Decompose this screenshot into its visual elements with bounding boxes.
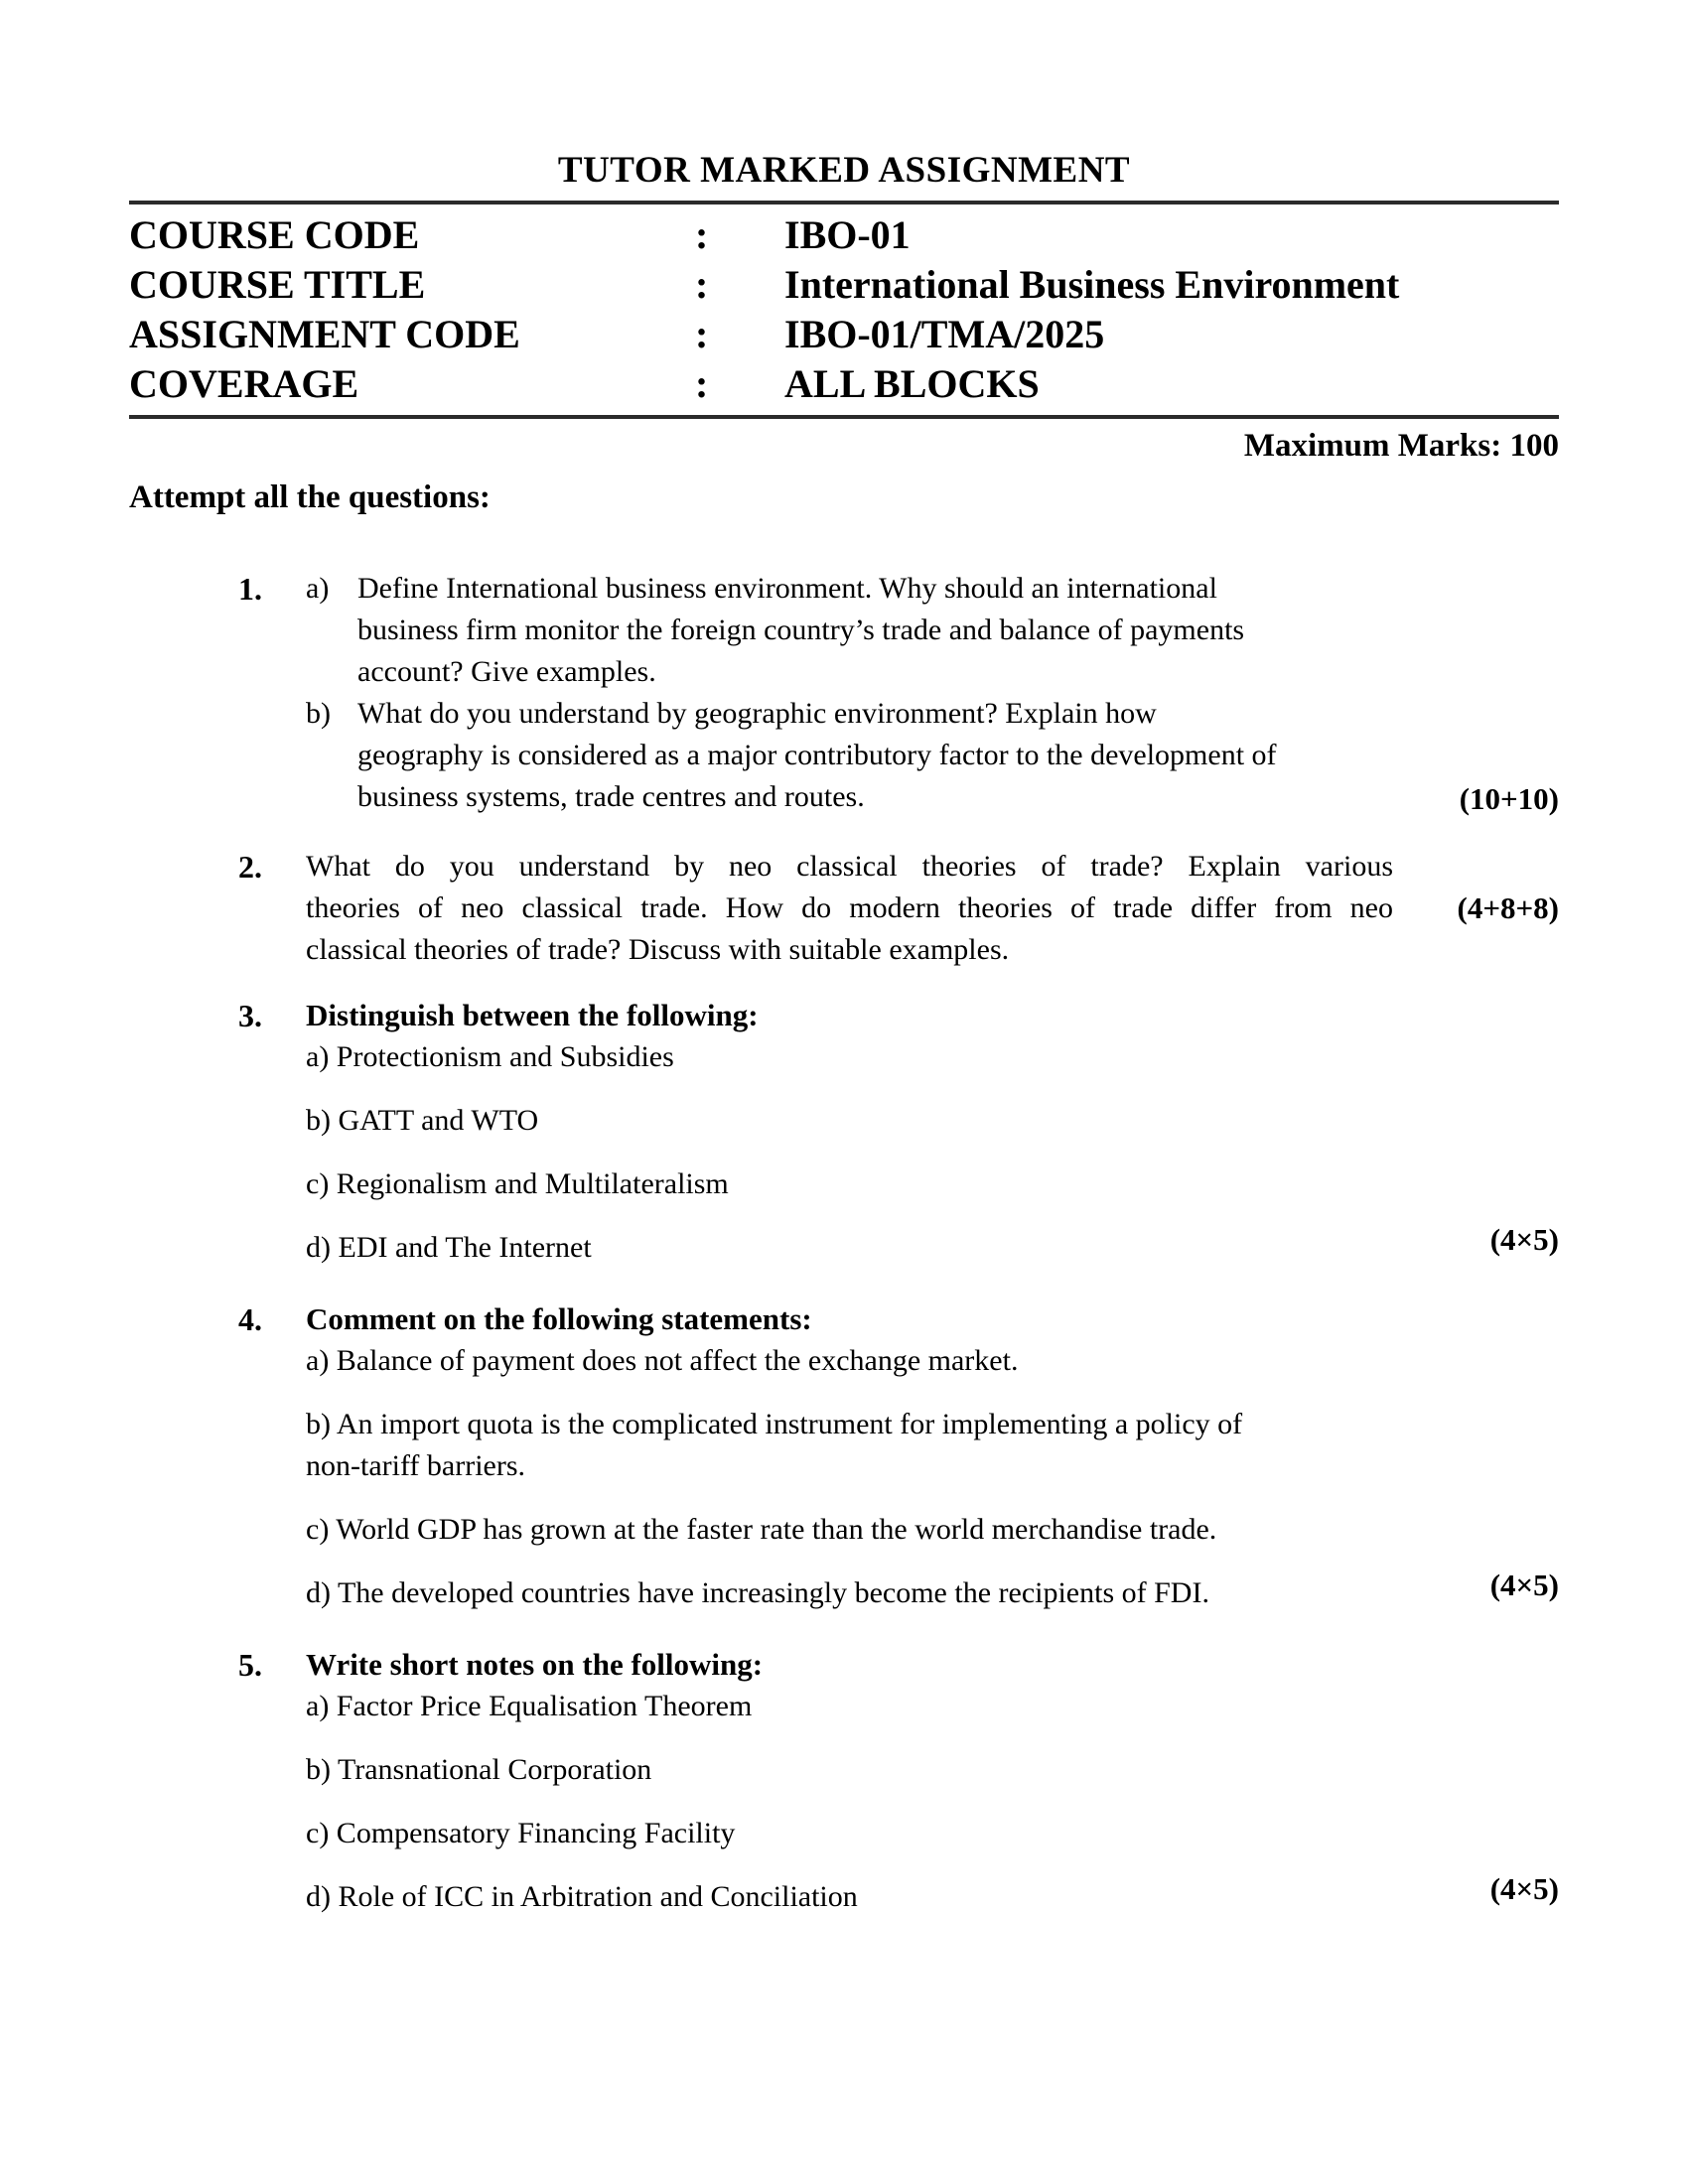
question-1 [129, 568, 1559, 818]
info-row-course-code [129, 210, 1559, 260]
info-row-assignment-code [129, 310, 1559, 359]
question-body [306, 846, 1393, 971]
info-row-course-title [129, 260, 1559, 310]
text-line: theories of neo classical trade. How do modern theories of trade differ from neo [306, 891, 1393, 924]
info-colon: : [695, 262, 709, 307]
info-value: International Business Environment [784, 262, 1400, 307]
info-label: COURSE CODE [129, 212, 420, 257]
question-item: d) Role of ICC in Arbitration and Conciliation [306, 1880, 858, 1913]
part-text [357, 568, 1559, 693]
question-part-a [306, 568, 1559, 693]
question-number: 4. [238, 1301, 262, 1337]
info-label: ASSIGNMENT CODE [129, 312, 520, 356]
info-label: COVERAGE [129, 361, 359, 406]
question-4 [129, 1298, 1559, 1614]
question-number: 3. [238, 998, 262, 1033]
text-line: b) An import quota is the complicated instrument for implementing a policy of [306, 1408, 1243, 1440]
marks-badge: (4+8+8) [1457, 890, 1559, 925]
question-item: c) Regionalism and Multilateralism [306, 1167, 729, 1200]
text-line: business systems, trade centres and routes. [357, 780, 865, 813]
question-item: d) The developed countries have increasingly become the recipients of FDI. [306, 1576, 1209, 1609]
question-item: b) Transnational Corporation [306, 1753, 652, 1786]
question-number: 2. [238, 849, 262, 885]
info-value: IBO-01 [784, 212, 911, 257]
question-body [306, 995, 1559, 1269]
question-item: a) Factor Price Equalisation Theorem [306, 1690, 753, 1722]
question-2 [129, 846, 1559, 971]
question-number: 5. [238, 1647, 262, 1683]
info-label: COURSE TITLE [129, 262, 426, 307]
question-part-b [306, 693, 1559, 818]
question-item [306, 1404, 1559, 1487]
marks-badge: (4×5) [1489, 1222, 1559, 1257]
marks-badge: (4×5) [1489, 1568, 1559, 1602]
info-colon: : [695, 212, 709, 257]
info-value: IBO-01/TMA/2025 [784, 312, 1105, 356]
info-colon: : [695, 361, 709, 406]
document-title: TUTOR MARKED ASSIGNMENT [557, 150, 1131, 191]
question-5 [129, 1644, 1559, 1918]
question-body [306, 568, 1559, 818]
question-item: c) Compensatory Financing Facility [306, 1817, 736, 1849]
question-heading: Distinguish between the following: [306, 998, 759, 1032]
document-body [129, 0, 1559, 1918]
part-text [357, 693, 1559, 818]
text-line: account? Give examples. [357, 655, 656, 688]
question-heading: Comment on the following statements: [306, 1301, 812, 1336]
question-item: b) GATT and WTO [306, 1104, 539, 1137]
max-marks-label: Maximum Marks: 100 [1243, 428, 1559, 464]
info-row-coverage [129, 359, 1559, 409]
text-line: business firm monitor the foreign country’s trade and balance of payments [357, 614, 1245, 646]
question-3 [129, 995, 1559, 1269]
attempt-note: Attempt all the questions: [129, 479, 491, 515]
text-line: geography is considered as a major contributory factor to the development of [357, 739, 1277, 771]
marks-badge: (10+10) [1459, 781, 1559, 816]
question-heading: Write short notes on the following: [306, 1647, 764, 1682]
question-body [306, 1298, 1559, 1614]
info-colon: : [695, 312, 709, 356]
info-value: ALL BLOCKS [784, 361, 1040, 406]
question-item: d) EDI and The Internet [306, 1231, 592, 1264]
text-line: non-tariff barriers. [306, 1449, 526, 1482]
text-line: What do you understand by neo classical theories of trade? Explain various [306, 850, 1393, 883]
bottom-divider [129, 415, 1559, 419]
course-info-table [129, 205, 1559, 415]
text-line: Define International business environment. Why should an international [357, 572, 1217, 605]
text-line: classical theories of trade? Discuss with suitable examples. [306, 933, 1010, 966]
part-letter: b) [306, 697, 331, 730]
question-item: a) Protectionism and Subsidies [306, 1040, 674, 1073]
marks-badge: (4×5) [1489, 1871, 1559, 1906]
question-body [306, 1644, 1559, 1918]
question-item: a) Balance of payment does not affect the exchange market. [306, 1344, 1019, 1377]
question-number: 1. [238, 571, 262, 607]
text-line: What do you understand by geographic environment? Explain how [357, 697, 1157, 730]
question-item: c) World GDP has grown at the faster rate than the world merchandise trade. [306, 1513, 1217, 1546]
part-letter: a) [306, 572, 330, 605]
